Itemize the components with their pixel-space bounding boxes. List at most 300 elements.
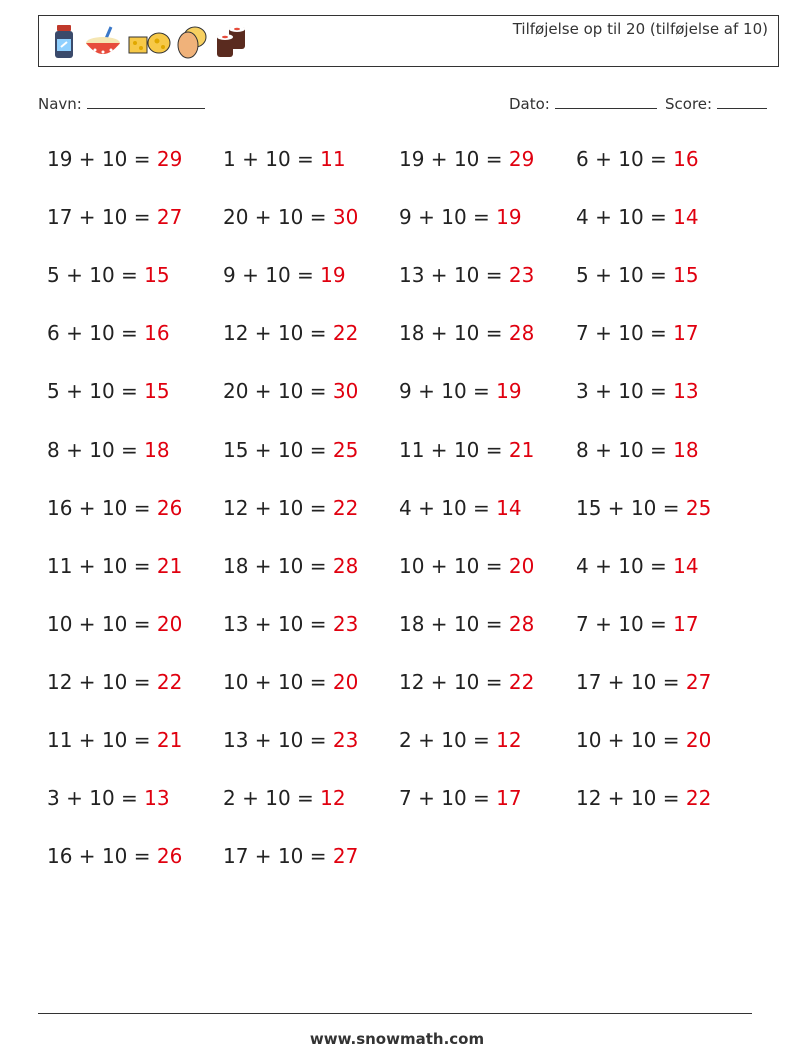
addend-b: 10 bbox=[618, 321, 644, 346]
equals-sign: = bbox=[303, 844, 333, 869]
equals-sign: = bbox=[114, 263, 145, 288]
problem-item bbox=[47, 728, 182, 752]
answer: 17 bbox=[673, 321, 699, 346]
problem-item bbox=[47, 205, 182, 229]
addend-b: 10 bbox=[277, 844, 304, 869]
addend-a: 2 bbox=[399, 728, 412, 752]
name-label: Navn: bbox=[38, 95, 82, 113]
problem-item bbox=[47, 670, 182, 694]
answer: 23 bbox=[508, 263, 535, 288]
answer: 20 bbox=[508, 553, 535, 578]
addend-a: 7 bbox=[576, 321, 589, 346]
addend-b: 10 bbox=[277, 669, 304, 694]
addend-a: 3 bbox=[576, 379, 589, 404]
answer: 30 bbox=[332, 379, 359, 404]
answer: 19 bbox=[496, 379, 522, 404]
addend-a: 10 bbox=[399, 553, 425, 578]
addend-a: 17 bbox=[576, 669, 602, 694]
equals-sign: = bbox=[466, 379, 497, 404]
equals-sign: = bbox=[303, 437, 333, 462]
addend-b: 10 bbox=[630, 728, 657, 752]
plus-sign: + bbox=[248, 728, 278, 752]
equals-sign: = bbox=[127, 611, 157, 636]
equals-sign: = bbox=[466, 205, 497, 230]
equals-sign: = bbox=[303, 553, 333, 578]
problem-item bbox=[223, 612, 358, 636]
problem-item bbox=[47, 438, 170, 462]
answer: 17 bbox=[496, 786, 522, 811]
addend-a: 12 bbox=[576, 786, 602, 811]
addend-a: 5 bbox=[47, 263, 60, 288]
plus-sign: + bbox=[59, 437, 90, 462]
addend-b: 10 bbox=[453, 553, 480, 578]
cheese-icon bbox=[127, 23, 171, 61]
footer-url: www.snowmath.com bbox=[309, 1030, 485, 1048]
bowl-icon bbox=[83, 23, 123, 61]
addend-b: 10 bbox=[101, 728, 128, 752]
addend-b: 10 bbox=[101, 844, 128, 869]
answer: 14 bbox=[673, 205, 699, 230]
addend-a: 5 bbox=[576, 263, 589, 288]
addend-a: 13 bbox=[399, 263, 425, 288]
equals-sign: = bbox=[479, 263, 509, 288]
problem-item bbox=[47, 496, 182, 520]
equals-sign: = bbox=[656, 786, 686, 811]
addend-b: 10 bbox=[453, 611, 480, 636]
equals-sign: = bbox=[479, 553, 509, 578]
equals-sign: = bbox=[303, 728, 333, 752]
addend-a: 6 bbox=[576, 147, 589, 171]
addend-a: 3 bbox=[47, 786, 60, 811]
problem-item bbox=[47, 263, 170, 287]
answer: 21 bbox=[508, 437, 535, 462]
problem-item bbox=[223, 786, 346, 810]
addend-b: 10 bbox=[618, 263, 644, 288]
addend-b: 10 bbox=[89, 321, 115, 346]
answer: 16 bbox=[673, 147, 699, 171]
plus-sign: + bbox=[248, 437, 278, 462]
problem-item bbox=[399, 438, 534, 462]
addend-a: 1 bbox=[223, 147, 236, 171]
answer: 23 bbox=[332, 611, 359, 636]
plus-sign: + bbox=[601, 495, 631, 520]
equals-sign: = bbox=[656, 495, 686, 520]
equals-sign: = bbox=[290, 147, 321, 171]
equals-sign: = bbox=[643, 553, 674, 578]
problem-item bbox=[576, 379, 699, 403]
answer: 25 bbox=[685, 495, 712, 520]
plus-sign: + bbox=[424, 321, 454, 346]
addend-a: 12 bbox=[399, 669, 425, 694]
equals-sign: = bbox=[127, 728, 157, 752]
answer: 20 bbox=[685, 728, 712, 752]
equals-sign: = bbox=[127, 844, 157, 869]
addend-a: 18 bbox=[223, 553, 249, 578]
addend-a: 17 bbox=[47, 205, 73, 230]
answer: 12 bbox=[320, 786, 346, 811]
addend-b: 10 bbox=[441, 786, 467, 811]
addend-b: 10 bbox=[101, 205, 128, 230]
equals-sign: = bbox=[643, 205, 674, 230]
problem-item bbox=[399, 554, 534, 578]
plus-sign: + bbox=[411, 205, 442, 230]
plus-sign: + bbox=[72, 611, 102, 636]
plus-sign: + bbox=[601, 669, 631, 694]
answer: 19 bbox=[496, 205, 522, 230]
problem-item bbox=[576, 263, 699, 287]
problem-item bbox=[576, 554, 699, 578]
equals-sign: = bbox=[303, 321, 333, 346]
addend-a: 8 bbox=[576, 437, 589, 462]
answer: 13 bbox=[144, 786, 170, 811]
addend-a: 13 bbox=[223, 728, 249, 752]
plus-sign: + bbox=[411, 786, 442, 811]
plus-sign: + bbox=[588, 437, 619, 462]
name-field bbox=[38, 94, 205, 113]
addend-b: 10 bbox=[453, 669, 480, 694]
problem-item bbox=[399, 728, 522, 752]
plus-sign: + bbox=[424, 669, 454, 694]
equals-sign: = bbox=[303, 669, 333, 694]
addend-a: 5 bbox=[47, 379, 60, 404]
plus-sign: + bbox=[248, 553, 278, 578]
addend-a: 4 bbox=[576, 205, 589, 230]
addend-b: 10 bbox=[101, 611, 128, 636]
equals-sign: = bbox=[479, 669, 509, 694]
addend-a: 18 bbox=[399, 611, 425, 636]
equals-sign: = bbox=[290, 263, 321, 288]
answer: 27 bbox=[332, 844, 359, 869]
addend-b: 10 bbox=[277, 728, 304, 752]
addend-b: 10 bbox=[453, 147, 480, 171]
plus-sign: + bbox=[248, 844, 278, 869]
addend-a: 18 bbox=[399, 321, 425, 346]
plus-sign: + bbox=[601, 786, 631, 811]
problem-item bbox=[576, 612, 699, 636]
answer: 22 bbox=[332, 495, 359, 520]
plus-sign: + bbox=[424, 553, 454, 578]
addend-b: 10 bbox=[618, 437, 644, 462]
date-label: Dato: bbox=[509, 95, 550, 113]
answer: 30 bbox=[332, 205, 359, 230]
score-blank[interactable] bbox=[717, 94, 767, 109]
addend-a: 17 bbox=[223, 844, 249, 869]
equals-sign: = bbox=[303, 611, 333, 636]
answer: 26 bbox=[156, 495, 183, 520]
problem-item bbox=[399, 612, 534, 636]
plus-sign: + bbox=[248, 669, 278, 694]
addend-a: 2 bbox=[223, 786, 236, 811]
equals-sign: = bbox=[127, 495, 157, 520]
equals-sign: = bbox=[643, 321, 674, 346]
addend-b: 10 bbox=[101, 553, 128, 578]
plus-sign: + bbox=[588, 379, 619, 404]
answer: 21 bbox=[156, 728, 183, 752]
problem-item bbox=[47, 554, 182, 578]
header-icons bbox=[49, 22, 249, 62]
equals-sign: = bbox=[466, 728, 497, 752]
answer: 23 bbox=[332, 728, 359, 752]
problem-item bbox=[223, 728, 358, 752]
answer: 28 bbox=[508, 611, 535, 636]
addend-b: 10 bbox=[277, 495, 304, 520]
addend-b: 10 bbox=[89, 379, 115, 404]
addend-a: 7 bbox=[576, 611, 589, 636]
addend-b: 10 bbox=[618, 147, 644, 171]
addend-a: 8 bbox=[47, 437, 60, 462]
plus-sign: + bbox=[72, 728, 102, 752]
plus-sign: + bbox=[248, 611, 278, 636]
plus-sign: + bbox=[72, 147, 102, 171]
plus-sign: + bbox=[424, 437, 454, 462]
plus-sign: + bbox=[235, 786, 266, 811]
addend-a: 15 bbox=[223, 437, 249, 462]
plus-sign: + bbox=[601, 728, 631, 752]
answer: 27 bbox=[685, 669, 712, 694]
plus-sign: + bbox=[588, 611, 619, 636]
problem-item bbox=[576, 670, 711, 694]
answer: 14 bbox=[496, 495, 522, 520]
problem-item bbox=[223, 147, 346, 171]
plus-sign: + bbox=[248, 495, 278, 520]
addend-b: 10 bbox=[453, 263, 480, 288]
plus-sign: + bbox=[59, 321, 90, 346]
equals-sign: = bbox=[127, 147, 157, 171]
problem-item bbox=[399, 205, 522, 229]
answer: 28 bbox=[332, 553, 359, 578]
plus-sign: + bbox=[424, 263, 454, 288]
problem-item bbox=[576, 147, 699, 171]
plus-sign: + bbox=[588, 321, 619, 346]
addend-a: 12 bbox=[223, 495, 249, 520]
addend-a: 20 bbox=[223, 205, 249, 230]
addend-b: 10 bbox=[101, 495, 128, 520]
addend-a: 9 bbox=[399, 379, 412, 404]
problem-item bbox=[576, 786, 711, 810]
addend-b: 10 bbox=[277, 437, 304, 462]
answer: 19 bbox=[320, 263, 346, 288]
problem-item bbox=[223, 554, 358, 578]
plus-sign: + bbox=[588, 205, 619, 230]
equals-sign: = bbox=[114, 437, 145, 462]
plus-sign: + bbox=[59, 786, 90, 811]
addend-a: 11 bbox=[47, 728, 73, 752]
addend-a: 4 bbox=[576, 553, 589, 578]
equals-sign: = bbox=[466, 495, 497, 520]
plus-sign: + bbox=[72, 844, 102, 869]
problem-item bbox=[223, 205, 358, 229]
addend-a: 11 bbox=[47, 553, 73, 578]
equals-sign: = bbox=[127, 205, 157, 230]
answer: 20 bbox=[156, 611, 183, 636]
addend-a: 12 bbox=[47, 669, 73, 694]
worksheet-title: Tilføjelse op til 20 (tilføjelse af 10) bbox=[512, 20, 768, 38]
plus-sign: + bbox=[235, 147, 266, 171]
answer: 27 bbox=[156, 205, 183, 230]
addend-b: 10 bbox=[618, 553, 644, 578]
equals-sign: = bbox=[643, 147, 674, 171]
addend-a: 6 bbox=[47, 321, 60, 346]
problem-item bbox=[576, 438, 699, 462]
equals-sign: = bbox=[643, 611, 674, 636]
answer: 12 bbox=[496, 728, 522, 752]
addend-b: 10 bbox=[630, 786, 657, 811]
problem-item bbox=[47, 147, 182, 171]
plus-sign: + bbox=[235, 263, 266, 288]
sushi-icon bbox=[213, 23, 249, 61]
equals-sign: = bbox=[290, 786, 321, 811]
addend-b: 10 bbox=[441, 205, 467, 230]
answer: 14 bbox=[673, 553, 699, 578]
answer: 22 bbox=[332, 321, 359, 346]
plus-sign: + bbox=[424, 611, 454, 636]
addend-a: 16 bbox=[47, 844, 73, 869]
problem-item bbox=[399, 670, 534, 694]
addend-b: 10 bbox=[453, 321, 480, 346]
addend-a: 10 bbox=[223, 669, 249, 694]
answer: 26 bbox=[156, 844, 183, 869]
equals-sign: = bbox=[114, 379, 145, 404]
problem-item bbox=[47, 379, 170, 403]
answer: 15 bbox=[673, 263, 699, 288]
worksheet-header bbox=[38, 15, 779, 67]
problem-item bbox=[47, 786, 170, 810]
name-blank[interactable] bbox=[87, 94, 205, 109]
equals-sign: = bbox=[479, 437, 509, 462]
addend-b: 10 bbox=[277, 611, 304, 636]
footer-divider bbox=[38, 1013, 752, 1014]
eggs-icon bbox=[175, 23, 209, 61]
equals-sign: = bbox=[127, 669, 157, 694]
addend-b: 10 bbox=[277, 205, 304, 230]
equals-sign: = bbox=[643, 379, 674, 404]
score-field bbox=[665, 94, 767, 113]
plus-sign: + bbox=[411, 379, 442, 404]
plus-sign: + bbox=[72, 669, 102, 694]
equals-sign: = bbox=[127, 553, 157, 578]
plus-sign: + bbox=[411, 495, 442, 520]
addend-b: 10 bbox=[618, 379, 644, 404]
answer: 15 bbox=[144, 379, 170, 404]
problem-item bbox=[399, 147, 534, 171]
answer: 18 bbox=[673, 437, 699, 462]
addend-b: 10 bbox=[101, 147, 128, 171]
answer: 13 bbox=[673, 379, 699, 404]
addend-b: 10 bbox=[265, 786, 291, 811]
addend-b: 10 bbox=[89, 263, 115, 288]
answer: 28 bbox=[508, 321, 535, 346]
answer: 29 bbox=[508, 147, 535, 171]
plus-sign: + bbox=[59, 379, 90, 404]
addend-b: 10 bbox=[265, 263, 291, 288]
equals-sign: = bbox=[479, 611, 509, 636]
equals-sign: = bbox=[643, 263, 674, 288]
answer: 16 bbox=[144, 321, 170, 346]
addend-a: 4 bbox=[399, 495, 412, 520]
equals-sign: = bbox=[466, 786, 497, 811]
problem-item bbox=[399, 786, 522, 810]
problem-item bbox=[576, 205, 699, 229]
answer: 25 bbox=[332, 437, 359, 462]
addend-b: 10 bbox=[441, 495, 467, 520]
problem-item bbox=[223, 438, 358, 462]
problem-item bbox=[399, 263, 534, 287]
addend-a: 10 bbox=[47, 611, 73, 636]
score-label: Score: bbox=[665, 95, 713, 113]
addend-a: 11 bbox=[399, 437, 425, 462]
answer: 11 bbox=[320, 147, 346, 171]
equals-sign: = bbox=[303, 205, 333, 230]
equals-sign: = bbox=[303, 495, 333, 520]
plus-sign: + bbox=[424, 147, 454, 171]
addend-b: 10 bbox=[89, 786, 115, 811]
addend-b: 10 bbox=[453, 437, 480, 462]
addend-a: 7 bbox=[399, 786, 412, 811]
answer: 15 bbox=[144, 263, 170, 288]
plus-sign: + bbox=[72, 553, 102, 578]
equals-sign: = bbox=[303, 379, 333, 404]
addend-a: 20 bbox=[223, 379, 249, 404]
problem-item bbox=[47, 321, 170, 345]
addend-b: 10 bbox=[277, 321, 304, 346]
plus-sign: + bbox=[411, 728, 442, 752]
addend-a: 12 bbox=[223, 321, 249, 346]
equals-sign: = bbox=[643, 437, 674, 462]
equals-sign: = bbox=[656, 669, 686, 694]
plus-sign: + bbox=[59, 263, 90, 288]
plus-sign: + bbox=[248, 321, 278, 346]
problem-item bbox=[576, 728, 711, 752]
problem-item bbox=[47, 844, 182, 868]
addend-a: 19 bbox=[47, 147, 73, 171]
addend-a: 13 bbox=[223, 611, 249, 636]
answer: 29 bbox=[156, 147, 183, 171]
addend-b: 10 bbox=[630, 669, 657, 694]
addend-b: 10 bbox=[618, 205, 644, 230]
addend-a: 9 bbox=[399, 205, 412, 230]
date-field bbox=[509, 94, 657, 113]
equals-sign: = bbox=[479, 147, 509, 171]
addend-a: 19 bbox=[399, 147, 425, 171]
answer: 17 bbox=[673, 611, 699, 636]
problem-item bbox=[223, 263, 346, 287]
addend-b: 10 bbox=[441, 728, 467, 752]
equals-sign: = bbox=[114, 786, 145, 811]
problem-item bbox=[576, 496, 711, 520]
addend-a: 10 bbox=[576, 728, 602, 752]
addend-b: 10 bbox=[265, 147, 291, 171]
addend-b: 10 bbox=[89, 437, 115, 462]
answer: 22 bbox=[508, 669, 535, 694]
addend-b: 10 bbox=[277, 553, 304, 578]
plus-sign: + bbox=[588, 147, 619, 171]
answer: 22 bbox=[685, 786, 712, 811]
problem-item bbox=[399, 379, 522, 403]
equals-sign: = bbox=[656, 728, 686, 752]
addend-b: 10 bbox=[630, 495, 657, 520]
jar-icon bbox=[49, 23, 79, 61]
date-blank[interactable] bbox=[555, 94, 657, 109]
problem-item bbox=[223, 844, 358, 868]
problem-item bbox=[223, 670, 358, 694]
problem-item bbox=[223, 496, 358, 520]
answer: 20 bbox=[332, 669, 359, 694]
problem-item bbox=[399, 321, 534, 345]
plus-sign: + bbox=[72, 495, 102, 520]
plus-sign: + bbox=[248, 379, 278, 404]
plus-sign: + bbox=[588, 263, 619, 288]
addend-a: 16 bbox=[47, 495, 73, 520]
